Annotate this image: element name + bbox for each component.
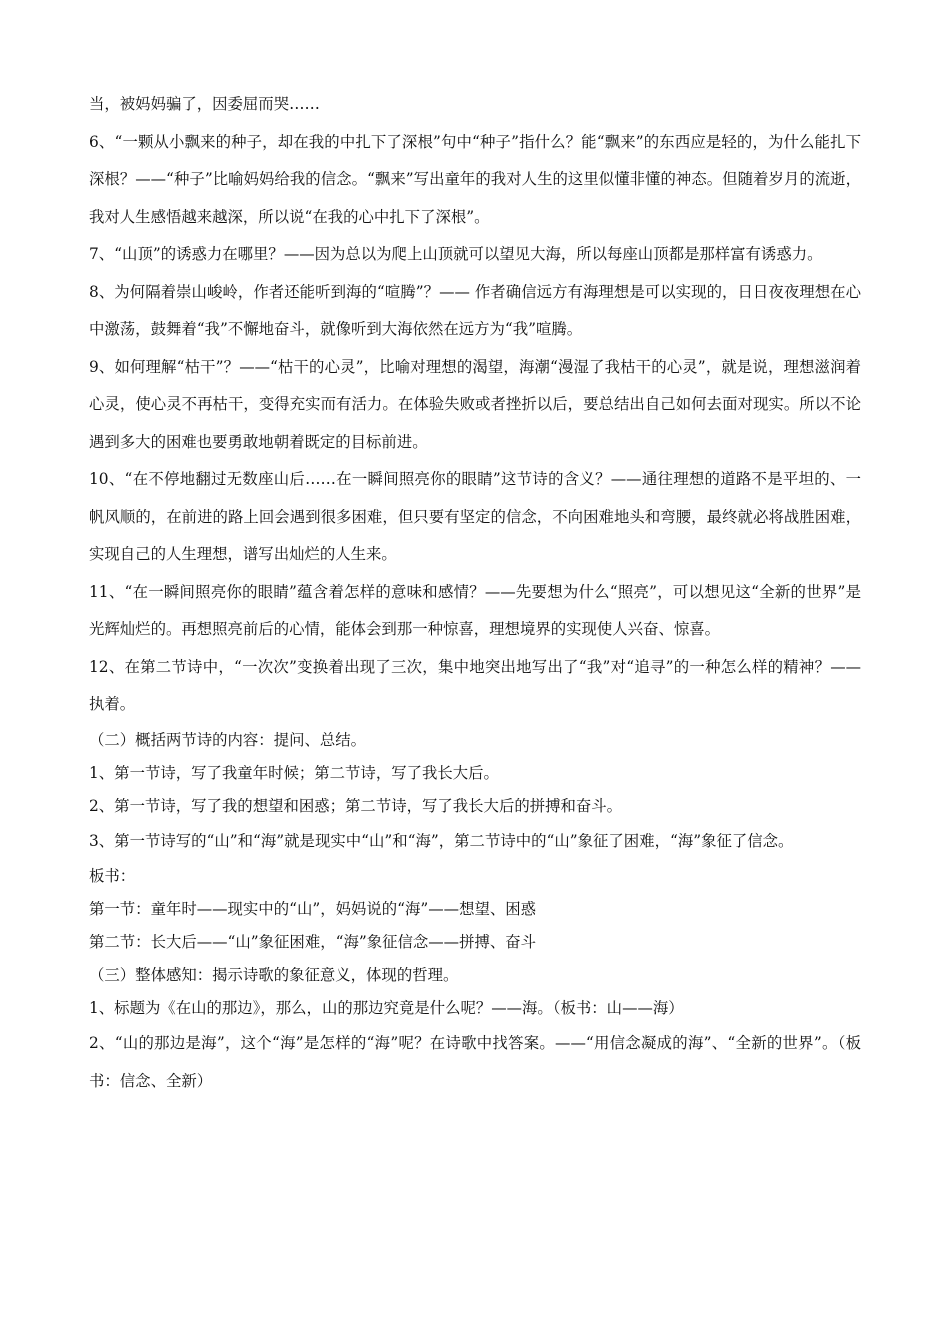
paragraph-q9: 9、如何理解“枯干”？——“枯干的心灵”，比喻对理想的渴望，海潮“漫湿了我枯干的心灵”，就是说，理想滋润着心灵，使心灵不再枯干，变得充实而有活力。在体验失败或者挫折以后，要总结出自己如何去面对现实。所以不论遇到多大的困难也要勇敢地朝着既定的目标前进。 <box>89 357 861 451</box>
section-heading-3: （三）整体感知：揭示诗歌的象征意义，体现的哲理。 <box>89 966 459 984</box>
paragraph-q7: 7、“山顶”的诱惑力在哪里？——因为总以为爬上山顶就可以望见大海，所以每座山顶都是那样富有诱惑力。 <box>89 245 823 263</box>
perception-item-1: 1、标题为《在山的那边》，那么，山的那边究竟是什么呢？——海。（板书：山——海） <box>89 999 684 1017</box>
paragraph-q10: 10、“在不停地翻过无数座山后……在一瞬间照亮你的眼睛”这节诗的含义？——通往理想的道路不是平坦的、一帆风顺的，在前进的路上回会遇到很多困难，但只要有坚定的信念，不向困难地头和弯腰，最终就必将战胜困难，实现自己的人生理想，谱写出灿烂的人生来。 <box>89 470 861 563</box>
paragraph-q8: 8、为何隔着崇山峻岭，作者还能听到海的“喧腾”？—— 作者确信远方有海理想是可以实现的，日日夜夜理想在心中激荡，鼓舞着“我”不懈地奋斗，就像听到大海依然在远方为“我”喧腾。 <box>89 282 861 338</box>
section-heading-2: （二）概括两节诗的内容：提问、总结。 <box>89 730 367 749</box>
paragraph-continuation: 当，被妈妈骗了，因委屈而哭…… <box>89 95 320 113</box>
board-line-1: 第一节：童年时——现实中的“山”，妈妈说的“海”——想望、困惑 <box>89 900 537 918</box>
paragraph-q11: 11、“在一瞬间照亮你的眼睛”蕴含着怎样的意味和感情？——先要想为什么“照亮”，可以想见这“全新的世界”是光辉灿烂的。再想照亮前后的心情，能体会到那一种惊喜，理想境界的实现使人兴奋、惊喜。 <box>89 582 861 638</box>
paragraph-q6: 6、“一颗从小飘来的种子，却在我的中扎下了深根”句中“种子”指什么？能“飘来”的东西应是轻的，为什么能扎下深根？——“种子”比喻妈妈给我的信念。“飘来”写出童年的我对人生的这里似懂非懂的神态。但随着岁月的流逝，我对人生感悟越来越深，所以说“在我的心中扎下了深根”。 <box>89 132 861 226</box>
perception-item-2: 2、“山的那边是海”，这个“海”是怎样的“海”呢？在诗歌中找答案。——“用信念凝成的海”、“全新的世界”。（板书：信念、全新） <box>89 1034 861 1090</box>
board-heading: 板书： <box>89 867 136 885</box>
summary-item-1: 1、第一节诗，写了我童年时候；第二节诗，写了我长大后。 <box>89 763 499 782</box>
summary-item-2: 2、第一节诗，写了我的想望和困惑；第二节诗，写了我长大后的拼搏和奋斗。 <box>89 796 623 815</box>
board-line-2: 第二节：长大后——“山”象征困难，“海”象征信念——拼搏、奋斗 <box>89 933 537 951</box>
summary-item-3: 3、第一节诗写的“山”和“海”就是现实中“山”和“海”，第二节诗中的“山”象征了困难，“海”象征了信念。 <box>89 831 794 850</box>
document-page <box>89 86 861 1100</box>
paragraph-q12: 12、在第二节诗中，“一次次”变换着出现了三次，集中地突出地写出了“我”对“追寻”的一种怎么样的精神？——执着。 <box>89 657 861 713</box>
